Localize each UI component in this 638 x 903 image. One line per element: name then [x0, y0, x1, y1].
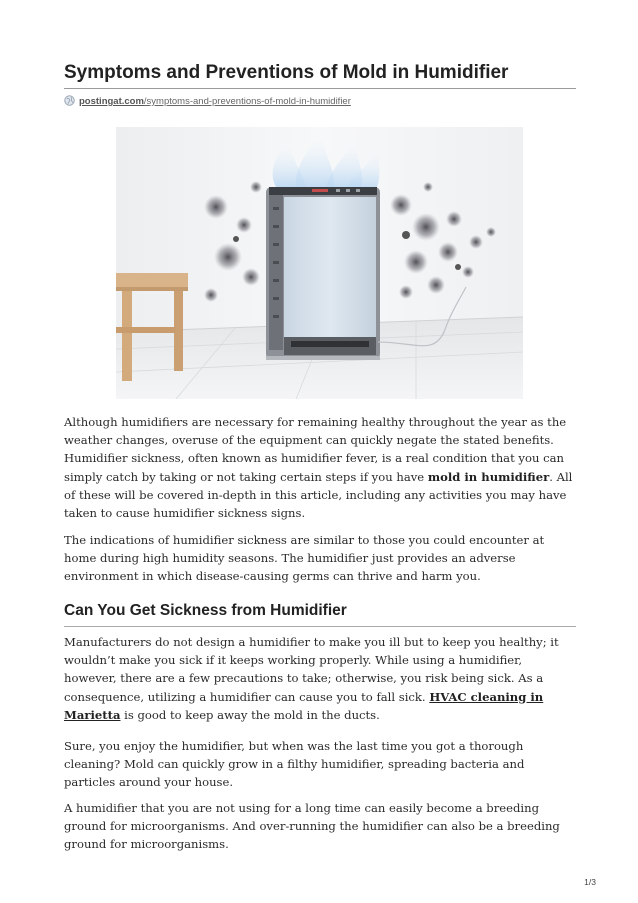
paragraph-intro-tail: . All of these will be covered in-depth in this article, including any activities you may have taken to cause humidifier sickness signs. [64, 469, 573, 521]
paragraph-cleaning: Sure, you enjoy the humidifier, but when was the last time you got a thorough cleaning? Mold can quickly grow in a filthy humidifier, spreading bacteria and particles around your house. [64, 739, 525, 790]
humidifier-device [266, 187, 380, 360]
paragraph-manufacturers-text: Manufacturers do not design a humidifier to make you ill but to keep you healthy; it wouldn’t make you sick if it keeps working properly. While using a humidifier, however, there are a few precautions to take; otherwise, you risk being sick. As a consequence, utilizing a humidifier can cause you to fall sick. [64, 635, 559, 704]
paragraph-manufacturers-tail: is good to keep away the mold in the ducts. [120, 707, 380, 722]
paragraph-indications: The indications of humidifier sickness are similar to those you could encounter at home during high humidity seasons. The humidifier just provides an adverse environment in which disease-causing germs can thrive and harm you. [64, 533, 545, 584]
title-divider [64, 88, 576, 89]
humidifier-room-illustration [116, 127, 523, 399]
section-divider [64, 626, 576, 627]
hero-image [116, 127, 523, 399]
paragraph-intro-text: Although humidifiers are necessary for remaining healthy throughout the year as the weather changes, overuse of the equipment can quickly negate the stated benefits. Humidifier sickness, often known as humidifier fever, is a real condition that you can simply catch by taking or not taking certain steps if you have [64, 415, 567, 484]
globe-icon [64, 95, 75, 106]
page-number: 1/3 [584, 877, 596, 887]
hvac-cleaning-link[interactable]: HVAC cleaning in Marietta [64, 689, 544, 722]
article-title: Symptoms and Preventions of Mold in Humidifier [64, 62, 509, 83]
source-url[interactable] [64, 95, 351, 109]
paragraph-microorganisms: A humidifier that you are not using for a long time can easily become a breeding ground for microorganisms. And over-running the humidifier can also be a breeding ground for microorganisms. [64, 801, 560, 852]
paragraph-manufacturers [64, 633, 576, 724]
source-path[interactable]: /symptoms-and-preventions-of-mold-in-humidifier [143, 96, 351, 107]
paragraph-intro [64, 413, 576, 522]
mold-in-humidifier-emphasis: mold in humidifier [427, 469, 550, 484]
source-domain[interactable]: postingat.com [79, 96, 144, 107]
section-heading: Can You Get Sickness from Humidifier [64, 602, 347, 619]
